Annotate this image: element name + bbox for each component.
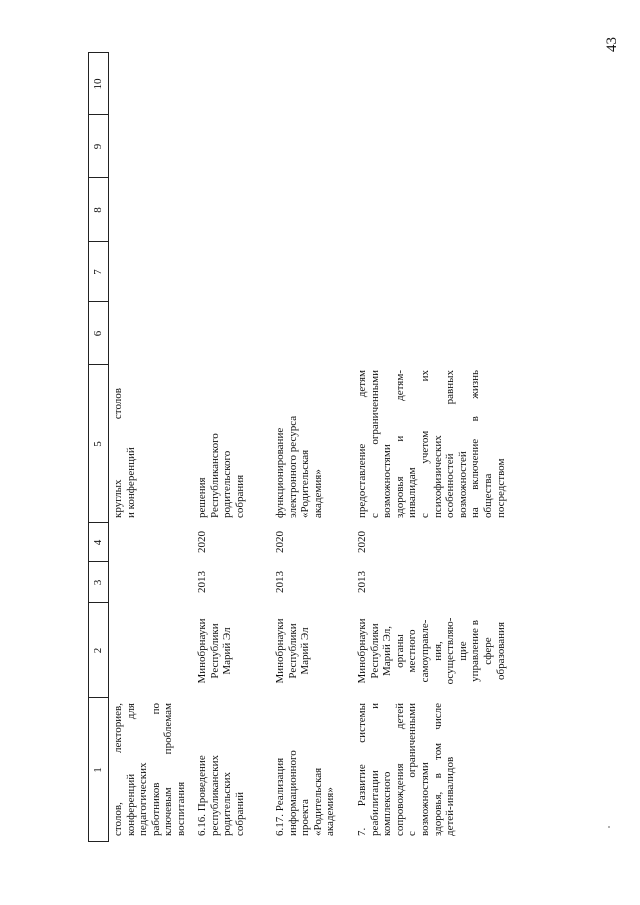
row-1-col1: 6.16. Проведение республиканских родительских собраний [196, 754, 246, 836]
row-3-col5: предоставление детям с ограниченными возможностями здоровья и детям- инвалидам с учетом их психофизических особенностей равных возможностей на включение в жизнь общества посредством [356, 370, 507, 518]
row-1-col5: решения Республиканского родительского собрания [196, 433, 246, 518]
column-number-1: 1 [92, 767, 104, 773]
row-2-col5: функционирование электронного ресурса «Родительская академия» [274, 415, 324, 518]
column-number-2: 2 [92, 647, 104, 654]
column-number-5: 5 [92, 441, 104, 447]
row-3-col1: 7. Развитие системы реабилитации и комплексного сопровождения детей с ограниченными возможностями здоровья, в том числе детей-инвалидов [356, 703, 457, 836]
row-0-col1: столов, лекториев, конференций для педагогических работников по ключевым проблемам воспитания [112, 703, 187, 836]
column-number-9: 9 [92, 143, 104, 150]
table-header-bottom-border [108, 52, 109, 842]
column-number-3: 3 [92, 579, 104, 586]
document-table [88, 52, 532, 842]
scan-speck [608, 826, 610, 828]
row-2-col2: Минобрнауки Республики Марий Эл [274, 618, 312, 684]
column-number-8: 8 [92, 207, 104, 213]
column-number-4: 4 [92, 539, 104, 546]
column-number-7: 7 [92, 269, 104, 275]
row-1-col3: 2013 [196, 571, 208, 593]
row-3-col2: Минобрнауки Республики Марий Эл, органы местного самоуправле- ния, осуществляю- щие управление в сфере образования [356, 617, 507, 685]
page-number: 43 [604, 37, 620, 52]
row-3-col4: 2020 [356, 531, 368, 553]
column-number-6: 6 [92, 330, 104, 337]
row-1-col4: 2020 [196, 531, 208, 553]
column-number-10: 10 [92, 78, 104, 90]
row-2-col3: 2013 [274, 571, 286, 593]
row-1-col2: Минобрнауки Республики Марий Эл [196, 618, 234, 684]
row-2-col4: 2020 [274, 531, 286, 553]
table-header-top-border [88, 52, 89, 842]
row-0-col5: круглых столов и конференций [112, 388, 137, 518]
row-2-col1: 6.17. Реализация информационного проекта «Родительская академия» [274, 750, 337, 836]
row-3-col3: 2013 [356, 571, 368, 593]
